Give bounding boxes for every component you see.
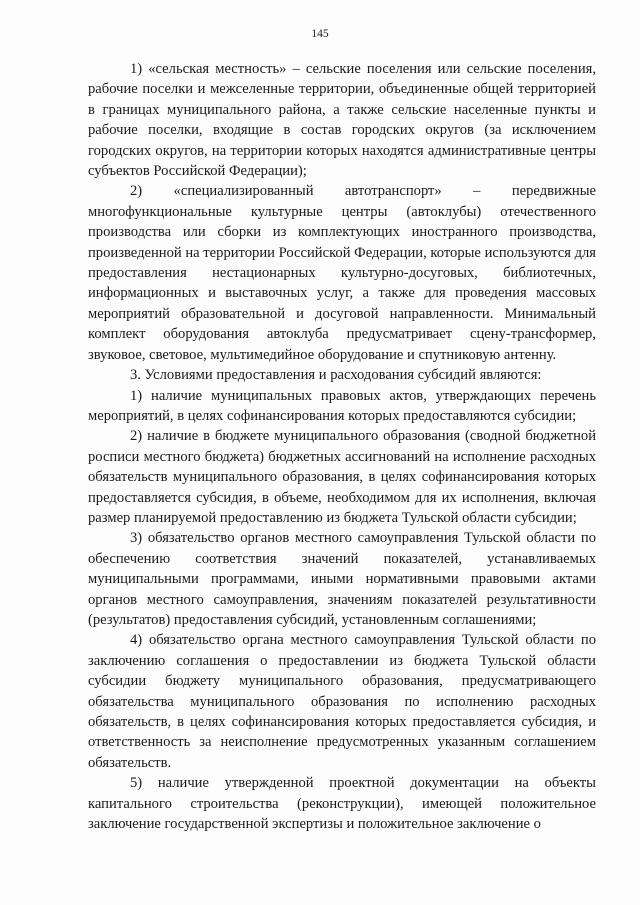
paragraph-condition-3: 3) обязательство органов местного самоуправления Тульской области по обеспечению соответствия значений показателей, устанавливаемых муниципальными программами, иными нормативными правовыми актами органов местного самоуправления, значениям показателей результативности (результатов) предоставления субсидий, установленным соглашениями;	[88, 530, 596, 628]
paragraph-condition-5: 5) наличие утвержденной проектной документации на объекты капитального строительства (реконструкции), имеющей положительное заключение государственной экспертизы и положительное заключение о	[88, 775, 596, 833]
paragraph-condition-2: 2) наличие в бюджете муниципального образования (сводной бюджетной росписи местного бюджета) бюджетных ассигнований на исполнение расходных обязательств муниципального образования, в целях софинансирования которых предоставляется субсидия, в объеме, необходимом для их исполнения, включая размер планируемой предоставлению из бюджета Тульской области субсидии;	[88, 428, 596, 526]
document-body	[88, 59, 596, 834]
paragraph-conditions-heading: 3. Условиями предоставления и расходования субсидий являются:	[130, 367, 542, 384]
paragraph-condition-1: 1) наличие муниципальных правовых актов, утверждающих перечень мероприятий, в целях софинансирования которых предоставляются субсидии;	[88, 387, 596, 424]
paragraph-condition-4: 4) обязательство органа местного самоуправления Тульской области по заключению соглашения о предоставлении из бюджета Тульской области субсидии бюджету муниципального образования, предусматривающего обязательства муниципального образования по исполнению расходных обязательств, в целях софинансирования которых предоставляется субсидия, и ответственность за неисполнение предусмотренных указанным соглашением обязательств.	[88, 632, 596, 771]
page-number: 145	[311, 28, 329, 40]
paragraph-rural-area: 1) «сельская местность» – сельские поселения или сельские поселения, рабочие поселки и межселенные территории, объединенные общей территорией в границах муниципального района, а также сельские населенные пункты и рабочие поселки, входящие в состав городских округов (за исключением городских округов, на территории которых находятся административные центры субъектов Российской Федерации);	[88, 61, 596, 180]
paragraph-special-transport: 2) «специализированный автотранспорт» – передвижные многофункциональные культурные центры (автоклубы) отечественного производства или сборки из комплектующих иностранного производства, произведенной на территории Российской Федерации, которые используются для предоставления нестационарных культурно-досуговых, библиотечных, информационных и выставочных услуг, а также для проведения массовых мероприятий образовательной и досуговой направленности. Минимальный комплект оборудования автоклуба предусматривает сцену-трансформер, звуковое, световое, мультимедийное оборудование и спутниковую антенну.	[88, 183, 596, 363]
